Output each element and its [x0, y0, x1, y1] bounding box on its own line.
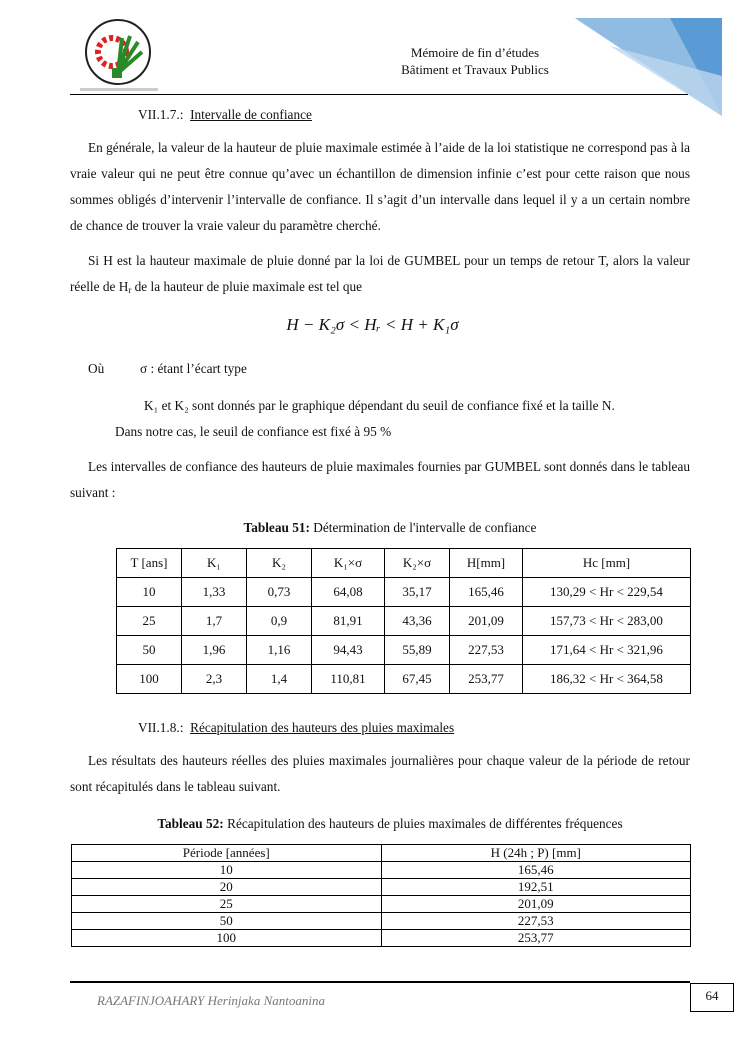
page-number: 64 — [690, 983, 734, 1012]
table-header-row: T [ans] K₁ K₂ K₁×σ K₂×σ H[mm] Hc [mm] — [117, 549, 691, 578]
sigma-definition: σ : étant l’écart type — [140, 361, 247, 376]
table-row: 50 1,96 1,16 94,43 55,89 227,53 171,64 < Hr < 321,96 — [117, 636, 691, 665]
corner-decoration — [570, 16, 725, 120]
school-logo — [78, 18, 162, 94]
formula: H − K₂σ < Hᵣ < H + K₁σ — [286, 315, 459, 334]
section-heading-1: VII.1.7.: Intervalle de confiance — [138, 107, 312, 122]
table-row: 10 165,46 — [72, 862, 691, 879]
ou-label: Où — [88, 361, 105, 376]
paragraph-1: En générale, la valeur de la hauteur de pluie maximale estimée à l’aide de la loi statistique ne correspond pas à la vraie valeur qui ne peut être connue qu’avec un échantillon de dimension infinie c’est pour cette raison que nous sommes obligés d’intervenir l’intervalle de confiance. Il s’agit d’un intervalle dans lequel il y a un certain nombre de chance de trouver la vraie valeur du paramètre cherché. — [70, 140, 690, 233]
table-row: 100 2,3 1,4 110,81 67,45 253,77 186,32 < Hr < 364,58 — [117, 665, 691, 694]
table51-caption: Tableau 51: Détermination de l'intervalle de confiance — [243, 520, 537, 535]
recap-table — [71, 844, 691, 947]
table-row: 25 1,7 0,9 81,91 43,36 201,09 157,73 < Hr < 283,00 — [117, 607, 691, 636]
table-header-row: Période [années] H (24h ; P) [mm] — [72, 845, 691, 862]
k-definition: K₁ et K₂ sont donnés par le graphique dépendant du seuil de confiance fixé et la taille N. — [144, 398, 615, 413]
section-heading-2: VII.1.8.: Récapitulation des hauteurs des pluies maximales — [138, 720, 455, 735]
table-row: 50 227,53 — [72, 913, 691, 930]
table-row: 25 201,09 — [72, 896, 691, 913]
paragraph-3: Les intervalles de confiance des hauteurs de pluie maximales fournies par GUMBEL sont donnés dans le tableau suivant : — [70, 459, 690, 500]
table-row: 10 1,33 0,73 64,08 35,17 165,46 130,29 < Hr < 229,54 — [117, 578, 691, 607]
footer-author: RAZAFINJOAHARY Herinjaka Nantoanina — [97, 993, 325, 1008]
paragraph-4: Les résultats des hauteurs réelles des pluies maximales journalières pour chaque valeur de la période de retour sont récapitulés dans le tableau suivant. — [70, 753, 690, 794]
table-row: 100 253,77 — [72, 930, 691, 947]
header-line2: Bâtiment et Travaux Publics — [401, 62, 549, 77]
paragraph-2: Si H est la hauteur maximale de pluie donné par la loi de GUMBEL pour un temps de retour T, alors la valeur réelle de $H_r$ de la hauteur de pluie maximale est tel que — [70, 253, 690, 295]
table52-caption: Tableau 52: Récapitulation des hauteurs de pluies maximales de différentes fréquences — [157, 816, 623, 831]
footer-rule — [70, 981, 690, 983]
header-line1: Mémoire de fin d’études — [410, 45, 540, 60]
confidence-interval-table — [116, 548, 691, 694]
confidence-level: Dans notre cas, le seuil de confiance est fixé à 95 % — [115, 424, 392, 439]
header-rule — [70, 94, 688, 95]
table-row: 20 192,51 — [72, 879, 691, 896]
